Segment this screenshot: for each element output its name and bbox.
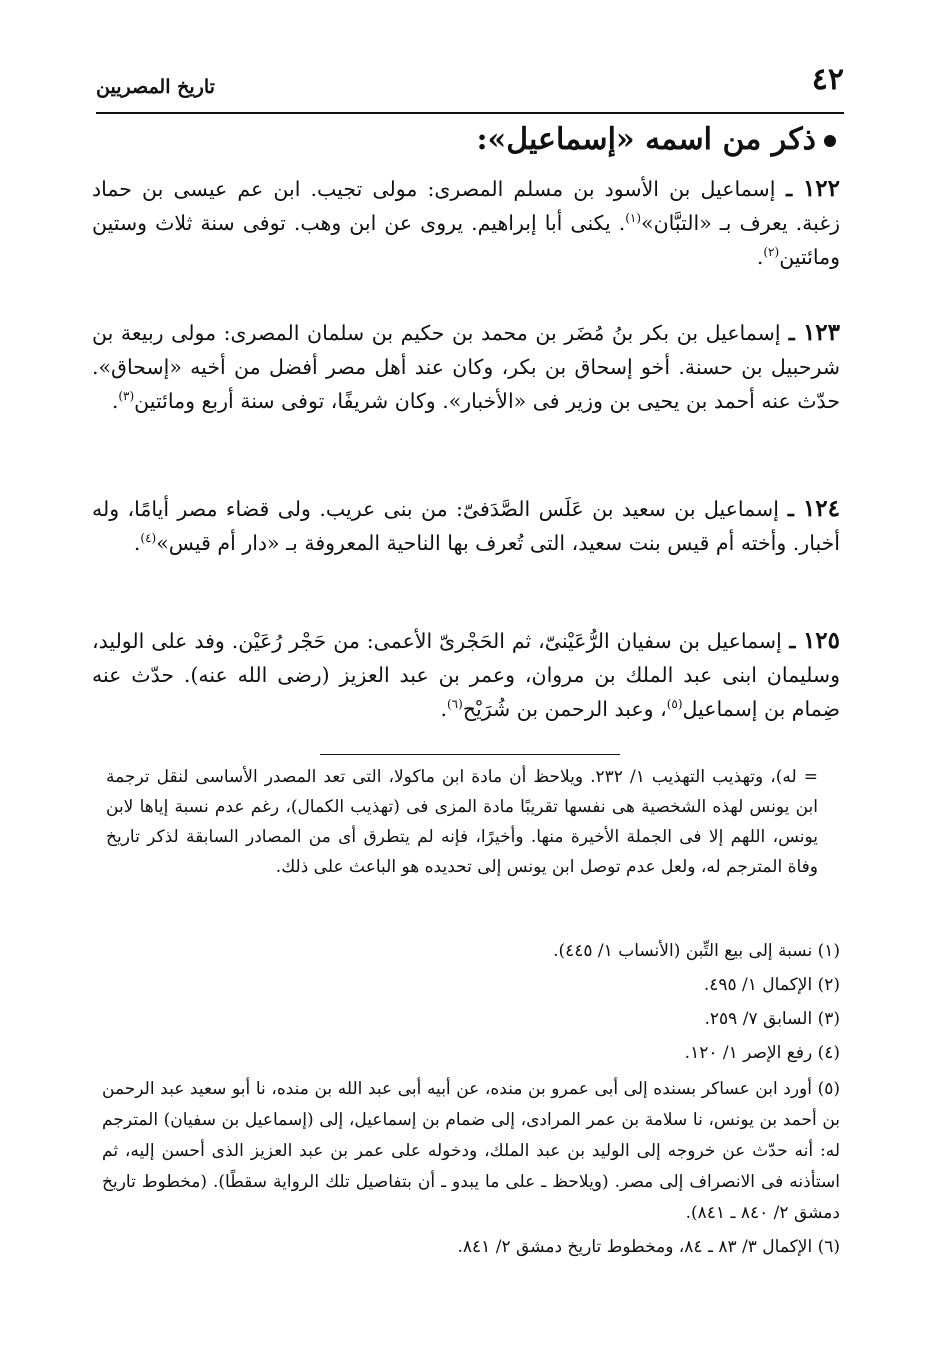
entry-end: . [756,245,764,269]
entry-end: . [440,697,447,721]
entry-text: إسماعيل بن سفيان الرُّعَيْنىّ، ثم الحَجْرىّ الأعمى: من حَجْر رُعَيْن. وفد على الوليد، وسليمان ابنى عبد الملك بن مروان، وعمر بن عبد العزيز (رضى الله عنه). حدّث عنه ضِمام بن إسماعيل [92,629,840,721]
footnote-divider [320,754,620,755]
entry-text: إسماعيل بن الأسود بن مسلم المصرى: مولى تجيب. ابن عم عيسى بن حماد زغبة. يعرف بـ «التبَّان» [92,177,840,235]
entry-number: ١٢٣ [802,319,841,346]
entry-number: ١٢٥ [802,627,840,654]
entry-number: ١٢٢ [802,175,841,202]
footnote-2: (٢) الإكمال ١/ ٤٩٥. [703,975,840,995]
entry-dash: ـ [781,629,803,653]
footnote-continuation: = له)، وتهذيب التهذيب ١/ ٢٣٢. ويلاحظ أن مادة ابن ماكولا، التى تعد المصدر الأساسى لنقل ترجمة ابن يونس لهذه الشخصية هى نفسها تقريبًا مادة المزى فى (تهذيب الكمال)، رغم عدم نسبة إياها لابن يونس، اللهم إلا فى الجملة الأخيرة منها. وأخيرًا، فإنه لم يتطرق أى من المصادر السابقة لذكر تاريخ وفاة المترجم له، ولعل عدم توصل ابن يونس إلى تحديده هو الباعث على ذلك. [106,767,818,877]
entry-text: إسماعيل بن بكر بنُ مُضَر بن محمد بن حكيم بن سلمان المصرى: مولى ربيعة بن شرحبيل بن حسنة. أخو إسحاق بن بكر، وكان عند أهل مصر أفضل من أخيه «إسحاق». حدّث عنه أحمد بن يحيى بن وزير فى «الأخبار». وكان شريفًا، توفى سنة أربع ومائتين [92,321,840,413]
entry-dash: ـ [780,321,803,345]
footnote-6: (٦) الإكمال ٣/ ٨٣ ـ ٨٤، ومخطوط تاريخ دمشق ٢/ ٨٤١. [457,1237,840,1257]
entry-text: ، وعبد الرحمن بن شُرَيْح [462,697,667,721]
section-heading [476,122,836,157]
entry-text: . يكنى أبا إبراهيم. يروى عن ابن وهب. توفى سنة ثلاث وستين ومائتين [92,211,840,269]
entry-number: ١٢٤ [802,495,840,522]
page-header [96,62,844,110]
entry-end: . [111,389,119,413]
footnote-ref[interactable]: (١) [625,211,642,226]
footnote-ref[interactable]: (٥) [666,697,683,712]
entry-end: . [133,531,141,555]
header-divider [96,112,844,114]
footnote-3: (٣) السابق ٧/ ٢٥٩. [704,1009,840,1029]
footnote-ref[interactable]: (٦) [446,697,463,712]
entry-dash: ـ [775,177,803,201]
page-number: ٤٢ [811,62,844,97]
section-heading-text: ذكر من اسمه «إسماعيل»: [476,122,816,157]
biography-entry [92,492,840,560]
biography-entry [92,316,840,418]
biography-entry [92,172,840,274]
entry-text: إسماعيل بن سعيد بن عَلَس الصَّدَفىّ: من بنى عريب. ولى قضاء مصر أيامًا، وله أخبار. وأخته أم قيس بنت سعيد، التى تُعرف بها الناحية المعروفة بـ «دار أم قيس» [92,497,840,555]
entry-dash: ـ [778,497,803,521]
footnote-4: (٤) رفع الإصر ١/ ١٢٠. [684,1043,840,1063]
running-title: تاريخ المصريين [96,76,215,98]
biography-entry [92,624,840,726]
footnote-ref[interactable]: (٣) [118,389,135,404]
footnote-1: (١) نسبة إلى بيع التِّبن (الأنساب ١/ ٤٤٥). [553,941,840,961]
footnote-ref[interactable]: (٢) [763,245,780,260]
bullet-icon [824,135,836,147]
footnote-ref[interactable]: (٤) [140,531,157,546]
footnote-5: (٥) أورد ابن عساكر بسنده إلى أبى عمرو بن منده، عن أبيه أبى عبد الله بن منده، نا أبو سعيد عبد الرحمن بن أحمد بن يونس، نا سلامة بن عمر المرادى، إلى ضمام بن إسماعيل، إلى (إسماعيل بن سفيان) المترجم له: أنه حدّث عن خروجه إلى الوليد بن عبد الملك، ودخوله على عمر بن عبد العزيز الذى أحسن إليه، ثم استأذنه فى الانصراف إلى مصر. (ويلاحظ ـ على ما يبدو ـ أن بتفاصيل تلك الرواية سقطًا). (مخطوط تاريخ دمشق ٢/ ٨٤٠ ـ ٨٤١). [102,1079,840,1223]
